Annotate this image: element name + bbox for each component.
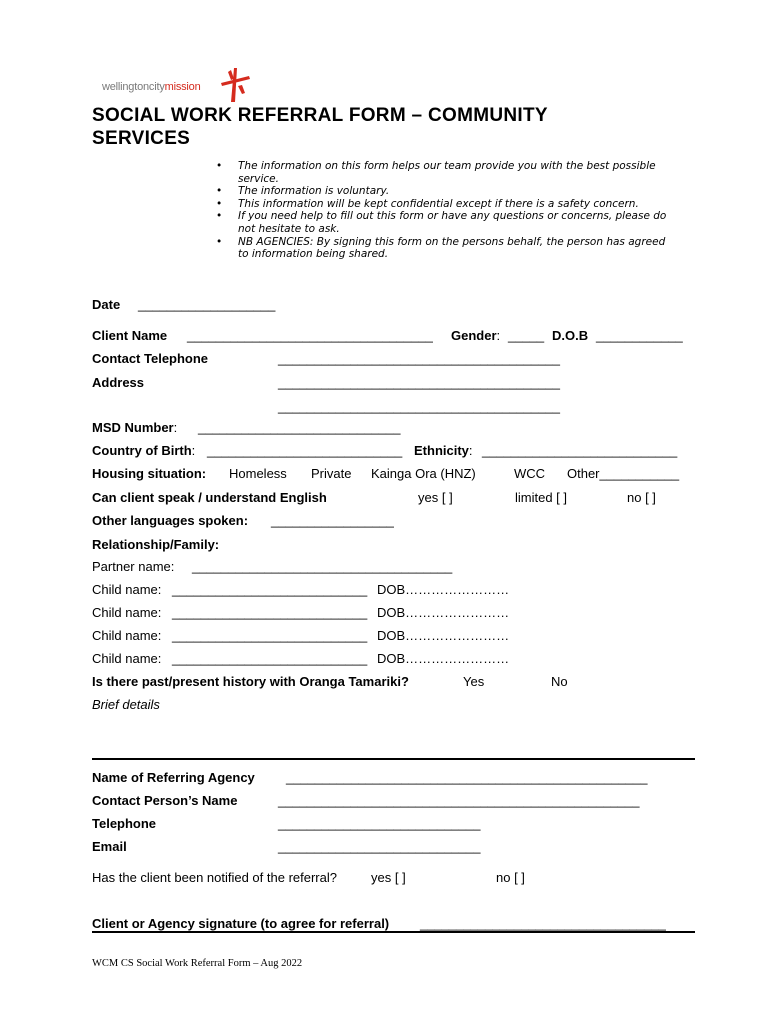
referring-agency-label: Name of Referring Agency <box>92 770 255 785</box>
date-field[interactable]: ___________________ <box>138 297 276 312</box>
gender-field[interactable]: _____ <box>508 328 545 343</box>
notified-no[interactable]: no [ ] <box>496 870 525 885</box>
housing-option-private[interactable]: Private <box>311 466 352 481</box>
address-field-line1[interactable]: _______________________________________ <box>278 375 560 390</box>
footer-text: WCM CS Social Work Referral Form – Aug 2022 <box>92 958 303 969</box>
child-dob-field[interactable]: DOB…………………… <box>377 605 510 620</box>
child-name-label: Child name: <box>92 605 162 620</box>
child-name-label: Child name: <box>92 582 162 597</box>
address-label: Address <box>92 375 145 390</box>
ethnicity-field[interactable]: ___________________________ <box>482 443 678 458</box>
country-of-birth-field[interactable]: ___________________________ <box>207 443 403 458</box>
signature-label: Client or Agency signature (to agree for referral) <box>92 916 390 931</box>
housing-situation-label: Housing situation: <box>92 466 207 481</box>
info-bullet-list <box>216 160 726 261</box>
contact-telephone-label: Contact Telephone <box>92 351 209 366</box>
speak-english-limited[interactable]: limited [ ] <box>515 490 568 505</box>
notified-yes[interactable]: yes [ ] <box>371 870 406 885</box>
speak-english-yes[interactable]: yes [ ] <box>418 490 453 505</box>
contact-person-field[interactable]: __________________________________________________ <box>278 793 640 808</box>
logo-wordmark: wellingtoncitymission <box>102 81 201 93</box>
ethnicity-label: Ethnicity: <box>414 443 473 458</box>
client-name-field[interactable]: __________________________________ <box>187 328 433 343</box>
other-languages-field[interactable]: _________________ <box>271 513 394 528</box>
speak-english-label: Can client speak / understand English <box>92 490 327 505</box>
oranga-tamariki-label: Is there past/present history with Oranga Tamariki? <box>92 674 409 689</box>
signature-field[interactable]: __________________________________ <box>420 916 666 931</box>
agency-telephone-field[interactable]: ____________________________ <box>278 816 481 831</box>
oranga-tamariki-yes[interactable]: Yes <box>463 674 485 689</box>
speak-english-no[interactable]: no [ ] <box>627 490 656 505</box>
housing-option-wcc[interactable]: WCC <box>514 466 546 481</box>
child-name-field[interactable]: ___________________________ <box>172 582 368 597</box>
page-title-line1: SOCIAL WORK REFERRAL FORM – COMMUNITY <box>92 105 548 126</box>
address-field-line2[interactable]: _______________________________________ <box>278 399 560 414</box>
agency-email-field[interactable]: ____________________________ <box>278 839 481 854</box>
info-bullet: • The information on this form helps our team provide you with the best possible service. <box>216 160 726 185</box>
info-bullet: • This information will be kept confidential except if there is a safety concern. <box>216 198 726 211</box>
other-languages-label: Other languages spoken: <box>92 513 249 528</box>
msd-number-label: MSD Number: <box>92 420 178 435</box>
child-name-field[interactable]: ___________________________ <box>172 651 368 666</box>
date-label: Date <box>92 297 121 312</box>
child-name-label: Child name: <box>92 651 162 666</box>
child-name-field[interactable]: ___________________________ <box>172 605 368 620</box>
dob-label: D.O.B <box>552 328 589 343</box>
page-title-line2: SERVICES <box>92 128 191 149</box>
notified-label: Has the client been notified of the referral? <box>92 870 337 885</box>
housing-option-kainga-ora[interactable]: Kainga Ora (HNZ) <box>371 466 476 481</box>
country-of-birth-label: Country of Birth: <box>92 443 196 458</box>
brief-details-label: Brief details <box>92 697 160 712</box>
housing-option-homeless[interactable]: Homeless <box>229 466 287 481</box>
gender-label: Gender: <box>451 328 501 343</box>
section-divider <box>92 758 695 760</box>
partner-name-field[interactable]: ____________________________________ <box>192 559 453 574</box>
info-bullet: • If you need help to fill out this form or have any questions or concerns, please do not hesitate to ask. <box>216 210 726 235</box>
dob-field[interactable]: ____________ <box>596 328 683 343</box>
child-dob-field[interactable]: DOB…………………… <box>377 651 510 666</box>
bottom-divider <box>92 931 695 933</box>
msd-number-field[interactable]: ____________________________ <box>198 420 401 435</box>
info-bullet: • NB AGENCIES: By signing this form on the persons behalf, the person has agreed to information being shared. <box>216 236 726 261</box>
housing-option-other[interactable]: Other___________ <box>567 466 680 481</box>
contact-telephone-field[interactable]: _______________________________________ <box>278 351 560 366</box>
contact-person-label: Contact Person’s Name <box>92 793 238 808</box>
client-name-label: Client Name <box>92 328 168 343</box>
agency-telephone-label: Telephone <box>92 816 157 831</box>
info-bullet: • The information is voluntary. <box>216 185 726 198</box>
child-name-field[interactable]: ___________________________ <box>172 628 368 643</box>
relationship-family-label: Relationship/Family: <box>92 537 220 552</box>
referring-agency-field[interactable]: __________________________________________________ <box>286 770 648 785</box>
child-dob-field[interactable]: DOB…………………… <box>377 628 510 643</box>
agency-email-label: Email <box>92 839 127 854</box>
partner-name-label: Partner name: <box>92 559 175 574</box>
child-name-label: Child name: <box>92 628 162 643</box>
oranga-tamariki-no[interactable]: No <box>551 674 568 689</box>
logo-cross-icon <box>218 66 252 104</box>
child-dob-field[interactable]: DOB…………………… <box>377 582 510 597</box>
